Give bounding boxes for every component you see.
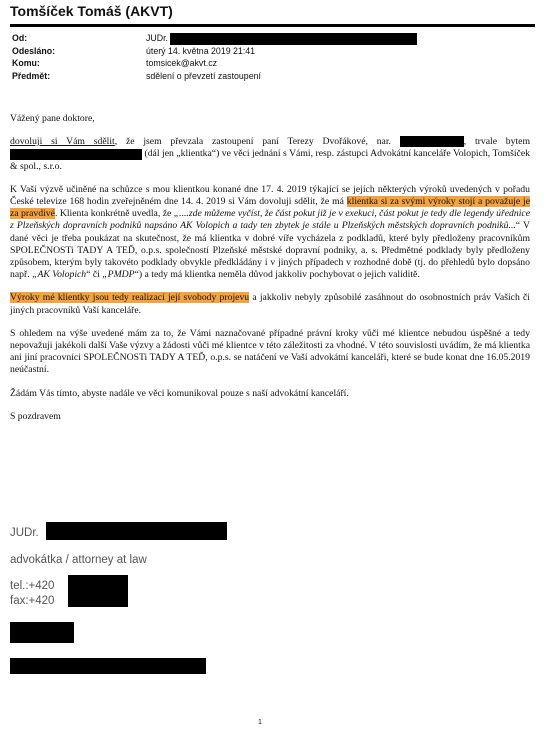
p1-text-b: , že jsem převzala zastoupení paní Terezy Dvořákové, nar. bbox=[114, 136, 391, 148]
p2-quote: „....zde můžeme vyčíst, že část pokut již je v exekuci, část pokut je tedy dle legendy úřednice z Plzeňských dopravních podniků napsáno AK Volopich a tady ten zbytek je stále u Plzeňských městských dopravních podniků... bbox=[10, 208, 531, 232]
p1-text-c: , trvale bytem bbox=[463, 136, 530, 148]
redaction-block bbox=[170, 33, 417, 45]
salutation: Vážený pane doktore, bbox=[10, 113, 95, 124]
p2-text-d: “ či bbox=[86, 269, 100, 281]
paragraph-2 bbox=[10, 184, 530, 282]
signature-fax: fax:+420 bbox=[10, 595, 55, 607]
closing: S pozdravem bbox=[10, 410, 61, 422]
signature-name bbox=[10, 527, 39, 539]
redaction-block bbox=[10, 622, 74, 643]
redaction-block bbox=[68, 591, 128, 607]
paragraph-5: Žádám Vás tímto, abyste nadále ve věci komunikoval pouze s naší advokátní kanceláří. bbox=[10, 387, 349, 399]
to-label: Komu: bbox=[12, 58, 40, 68]
redaction-block bbox=[400, 136, 464, 147]
header-divider bbox=[10, 24, 535, 27]
p2-quote-ak: „AK Volopich bbox=[32, 269, 87, 281]
p1-underlined: dovoluji si Vám sdělit bbox=[10, 136, 115, 148]
highlight-statement: klientka si za svými výroky stojí a považuje je za pravdivé bbox=[10, 196, 531, 220]
from-label: Od: bbox=[12, 33, 28, 43]
signature-tel: tel.:+420 bbox=[10, 580, 55, 592]
p2-text-b: . Klienta konkrétně uvedla, že bbox=[54, 208, 172, 220]
subject-label: Předmět: bbox=[12, 70, 51, 81]
highlight-freedom: Výroky mé klientky jsou tedy realizací její svobody projevu bbox=[10, 292, 250, 304]
paragraph-3 bbox=[10, 292, 530, 316]
signature-title: JUDr. bbox=[10, 527, 39, 539]
from-value bbox=[146, 32, 417, 45]
p2-quote-pmdp: „PMDP bbox=[102, 269, 135, 281]
p3-text-b: a jakkoliv nebyly způsobilé zasáhnout do osobnostních práv Vašich či jiných pracovníků Vaší kanceláře. bbox=[10, 292, 531, 316]
p2-text-a: K Vaší výzvě učiněné na schůzce s mou klientkou konané dne 17. 4. 2019 týkající se jejích některých výroků uvedených v pořadu České televize 168 hodin zveřejněném dne 14. 4. 2019 si Vám dovoluji sdělit, že má bbox=[10, 183, 530, 208]
page-number: 1 bbox=[258, 719, 262, 726]
redaction-block bbox=[10, 658, 206, 674]
p2-text-e: “) a tedy má klientka neměla důvod jakkoliv pochybovat o jejich validitě. bbox=[134, 269, 420, 281]
subject-value: sdělení o převzetí zastoupení bbox=[146, 70, 261, 81]
letter-body bbox=[10, 113, 530, 434]
paragraph-1 bbox=[10, 136, 530, 173]
redaction-block bbox=[68, 575, 128, 591]
p2-text-c: “ V dané věci je třeba poukázat na skutečnost, že má klientka v dobré víře vycházela z podkladů, které byly předloženy pracovníkům SPOLEČNOSTi TADY A TEĎ, o.p.s. společností Plzeňské městské dopravní podniky, a. s. Předmětné podklady byly předloženy způsobem, kterým byly takovéto podklady obvykle předkládány i v jiných případech v rozhodné době (tj. do přehledů bylo dopsáno např. bbox=[10, 220, 530, 281]
redaction-block bbox=[46, 522, 227, 540]
from-title: JUDr. bbox=[146, 33, 168, 43]
p1-text-d: (dál jen „klientka“) ve věci jednání s Vámi, resp. zástupci Advokátní kanceláře Volopich, Tomšíček & spol., s.r.o. bbox=[10, 148, 530, 172]
redaction-block bbox=[10, 149, 142, 160]
to-value: tomsicek@akvt.cz bbox=[146, 58, 218, 68]
sent-label: Odesláno: bbox=[12, 45, 56, 56]
paragraph-4: S ohledem na výše uvedené mám za to, že Vámi naznačované případné právní kroky vůči mé klientce nebudou úspěšné a tedy nepovažuji jakékoli další Vaše výzvy a žádosti vůči mé klientce v této záležitosti za vhodné. V této souvislosti uvádím, že má klientka ani jiní pracovníci SPOLEČNOSTi TADY A TEĎ, o.p.s. se natáčení ve Vaší advokátní kanceláři, které se bude konat dne 16.05.2019 neúčastní. bbox=[10, 327, 530, 376]
email-print-title: Tomšíček Tomáš (AKVT) bbox=[10, 3, 173, 19]
sent-value: úterý 14. května 2019 21:41 bbox=[146, 45, 256, 56]
signature-role: advokátka / attorney at law bbox=[10, 554, 147, 566]
